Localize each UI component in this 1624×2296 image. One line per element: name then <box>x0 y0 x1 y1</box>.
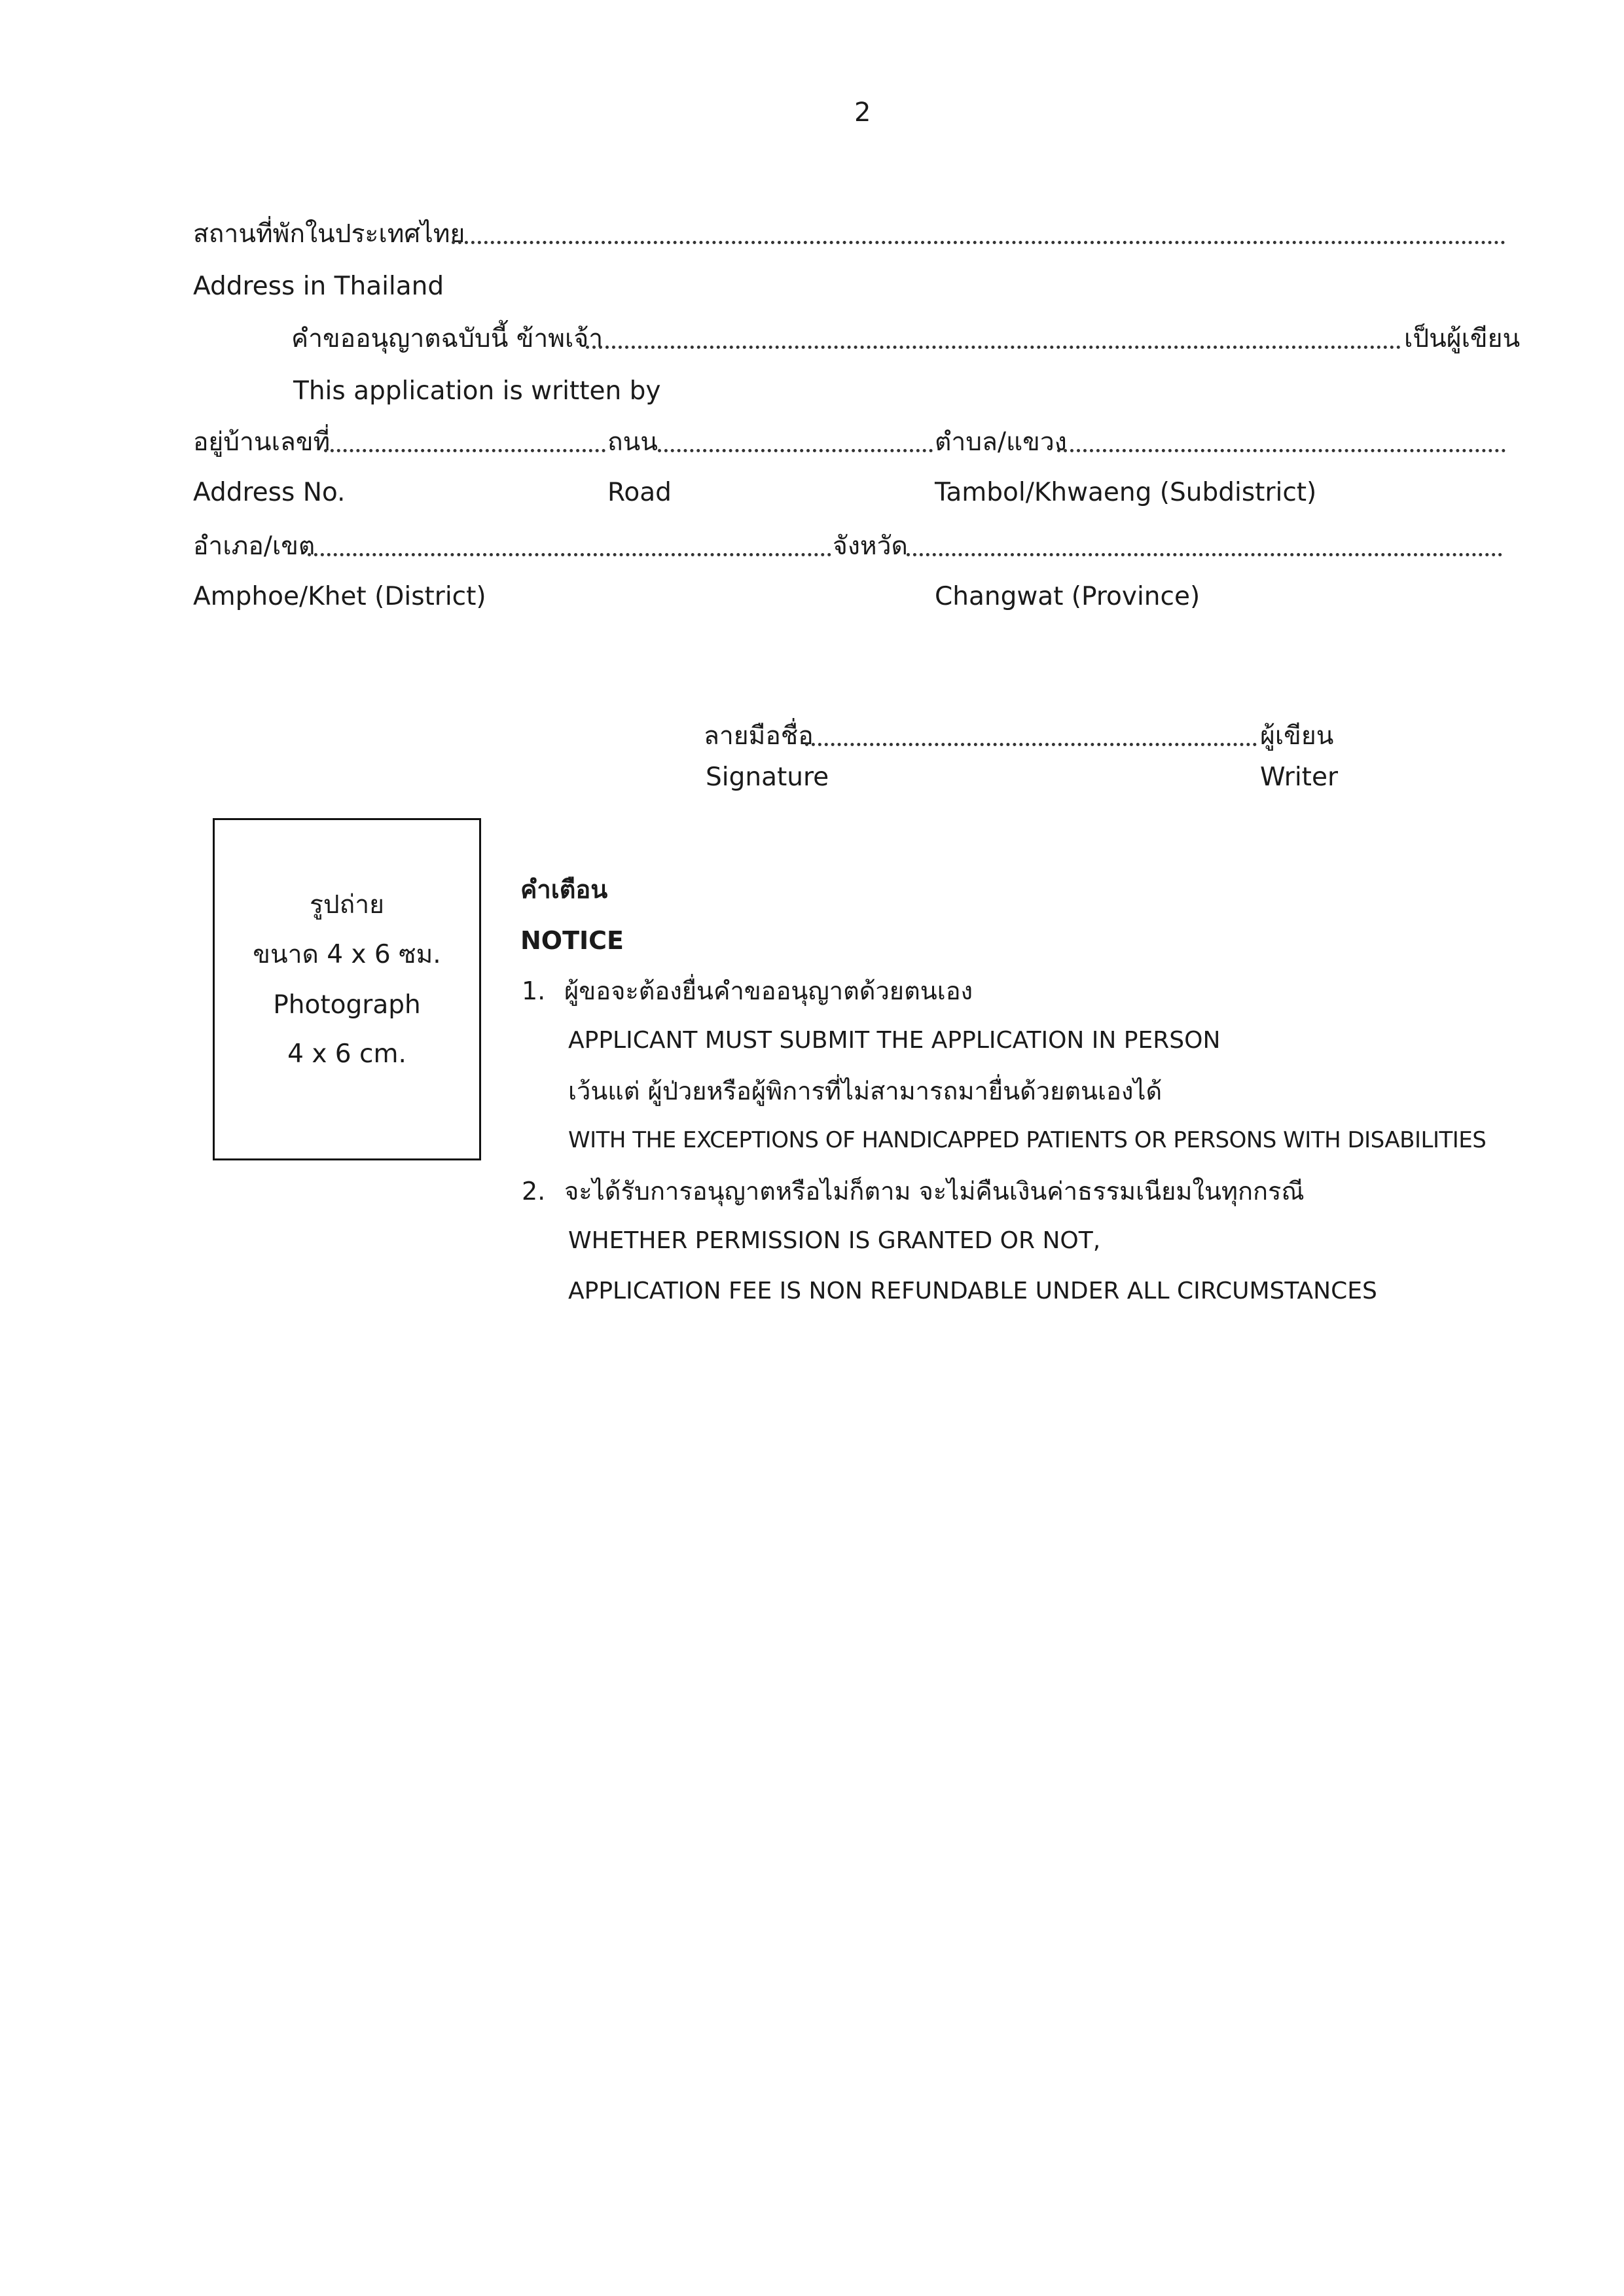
province-field[interactable] <box>907 553 1502 556</box>
signature-field[interactable] <box>805 743 1257 746</box>
district-field[interactable] <box>308 553 831 556</box>
notice-item-1-line-4: WITH THE EXCEPTIONS OF HANDICAPPED PATIENTS OR PERSONS WITH DISABILITIES <box>568 1127 1487 1153</box>
notice-item-1-line-2: APPLICANT MUST SUBMIT THE APPLICATION IN PERSON <box>568 1027 1221 1054</box>
road-field[interactable] <box>658 449 933 452</box>
page-number: 2 <box>854 98 871 128</box>
writer-name-field[interactable] <box>586 346 1401 349</box>
subdistrict-field[interactable] <box>1057 449 1506 452</box>
signature-suffix-en: Writer <box>1260 762 1338 792</box>
notice-item-1-line-1: ผู้ขอจะต้องยื่นคำขออนุญาตด้วยตนเอง <box>564 977 973 1005</box>
address-in-thailand-label-en: Address in Thailand <box>193 272 444 301</box>
notice-title-th: คำเตือน <box>520 875 608 904</box>
photo-label-en: Photograph <box>273 990 421 1020</box>
photo-size-th: ขนาด 4 x 6 ซม. <box>253 940 441 969</box>
notice-item-2-number: 2. <box>522 1177 546 1206</box>
signature-suffix-th: ผู้เขียน <box>1260 721 1334 751</box>
district-label-en: Amphoe/Khet (District) <box>193 582 486 611</box>
writer-suffix-th: เป็นผู้เขียน <box>1404 324 1521 353</box>
photo-placeholder <box>213 818 481 1160</box>
road-label-th: ถนน <box>607 427 658 457</box>
subdistrict-label-en: Tambol/Khwaeng (Subdistrict) <box>935 478 1317 507</box>
writer-label-en: This application is written by <box>293 376 661 406</box>
subdistrict-label-th: ตำบล/แขวง <box>935 427 1067 457</box>
notice-title-en: NOTICE <box>520 926 624 955</box>
notice-item-2-line-1: จะได้รับการอนุญาตหรือไม่ก็ตาม จะไม่คืนเงินค่าธรรมเนียมในทุกกรณี <box>564 1177 1305 1206</box>
notice-item-2-line-3: APPLICATION FEE IS NON REFUNDABLE UNDER ALL CIRCUMSTANCES <box>568 1278 1377 1304</box>
signature-label-en: Signature <box>706 762 829 792</box>
notice-item-1-number: 1. <box>522 977 546 1005</box>
address-in-thailand-field[interactable] <box>452 241 1506 244</box>
photo-label-th: รูปถ่าย <box>309 890 385 920</box>
notice-item-1-line-3: เว้นแต่ ผู้ป่วยหรือผู้พิการที่ไม่สามารถมายื่นด้วยตนเองได้ <box>568 1077 1163 1105</box>
house-number-label-en: Address No. <box>193 478 346 507</box>
writer-label-th: คำขออนุญาตฉบับนี้ ข้าพเจ้า <box>291 324 604 353</box>
notice-item-2-line-2: WHETHER PERMISSION IS GRANTED OR NOT, <box>568 1227 1101 1254</box>
house-number-label-th: อยู่บ้านเลขที่ <box>193 427 331 457</box>
road-label-en: Road <box>607 478 672 507</box>
district-label-th: อำเภอ/เขต <box>193 531 316 561</box>
house-number-field[interactable] <box>324 449 605 452</box>
province-label-th: จังหวัด <box>833 531 908 561</box>
signature-label-th: ลายมือชื่อ <box>704 721 814 751</box>
address-in-thailand-label-th: สถานที่พักในประเทศไทย <box>193 219 465 249</box>
photo-size-en: 4 x 6 cm. <box>287 1039 406 1069</box>
province-label-en: Changwat (Province) <box>935 582 1200 611</box>
